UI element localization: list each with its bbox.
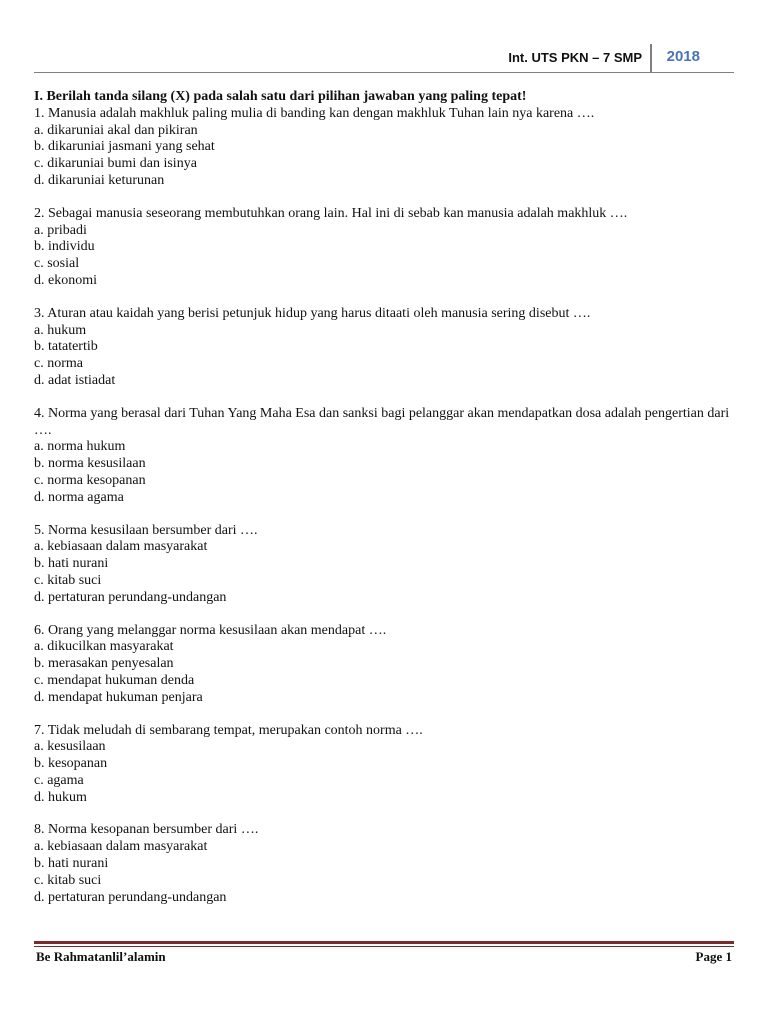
- option-c: c. norma: [34, 356, 83, 372]
- option-a: a. norma hukum: [34, 439, 126, 455]
- question-text: 2. Sebagai manusia seseorang membutuhkan orang lain. Hal ini di sebab kan manusia adalah makhluk ….: [34, 205, 628, 221]
- question-1: [34, 106, 734, 190]
- option-d: d. mendapat hukuman penjara: [34, 689, 203, 705]
- option-b: b. hati nurani: [34, 856, 109, 872]
- option-a: a. pribadi: [34, 222, 87, 238]
- header-rule: [34, 72, 734, 73]
- footer-rule-thin: [34, 946, 734, 947]
- option-a: a. dikaruniai akal dan pikiran: [34, 122, 198, 138]
- option-b: b. tatatertib: [34, 339, 98, 355]
- header-year: 2018: [666, 48, 700, 65]
- option-c: c. dikaruniai bumi dan isinya: [34, 156, 197, 172]
- option-b: b. kesopanan: [34, 756, 108, 772]
- option-c: c. kitab suci: [34, 572, 102, 588]
- option-c: c. mendapat hukuman denda: [34, 672, 195, 688]
- question-text: 6. Orang yang melanggar norma kesusilaan akan mendapat ….: [34, 622, 387, 638]
- footer-page-number: Page 1: [695, 949, 732, 964]
- question-text: 8. Norma kesopanan bersumber dari ….: [34, 822, 259, 838]
- exam-content: [34, 89, 734, 922]
- option-c: c. agama: [34, 772, 84, 788]
- option-a: a. kebiasaan dalam masyarakat: [34, 539, 208, 555]
- option-b: b. norma kesusilaan: [34, 456, 146, 472]
- question-7: [34, 723, 734, 807]
- question-3: [34, 306, 734, 390]
- option-d: d. dikaruniai keturunan: [34, 172, 165, 188]
- header-divider: [650, 44, 652, 72]
- option-d: d. hukum: [34, 789, 87, 805]
- question-text: 3. Aturan atau kaidah yang berisi petunjuk hidup yang harus ditaati oleh manusia sering disebut ….: [34, 305, 591, 321]
- question-text: 5. Norma kesusilaan bersumber dari ….: [34, 522, 258, 538]
- option-d: d. pertaturan perundang-undangan: [34, 589, 227, 605]
- question-8: [34, 822, 734, 906]
- option-c: c. kitab suci: [34, 872, 102, 888]
- footer-rule-thick: [34, 941, 734, 944]
- question-text: 4. Norma yang berasal dari Tuhan Yang Maha Esa dan sanksi bagi pelanggar akan mendapatkan dosa adalah pengertian dari ….: [34, 405, 730, 438]
- question-text: 7. Tidak meludah di sembarang tempat, merupakan contoh norma ….: [34, 722, 423, 738]
- question-6: [34, 623, 734, 707]
- option-d: d. adat istiadat: [34, 372, 116, 388]
- option-d: d. ekonomi: [34, 272, 97, 288]
- option-a: a. kesusilaan: [34, 739, 106, 755]
- option-a: a. dikucilkan masyarakat: [34, 639, 174, 655]
- option-a: a. hukum: [34, 322, 87, 338]
- option-a: a. kebiasaan dalam masyarakat: [34, 839, 208, 855]
- footer-author: Be Rahmatanlil’alamin: [36, 949, 166, 964]
- option-c: c. norma kesopanan: [34, 472, 146, 488]
- option-b: b. hati nurani: [34, 556, 109, 572]
- option-c: c. sosial: [34, 256, 80, 272]
- question-2: [34, 206, 734, 290]
- instruction-text: I. Berilah tanda silang (X) pada salah satu dari pilihan jawaban yang paling tepat!: [34, 89, 527, 104]
- option-b: b. dikaruniai jasmani yang sehat: [34, 139, 215, 155]
- option-d: d. pertaturan perundang-undangan: [34, 889, 227, 905]
- question-4: [34, 406, 734, 507]
- header-title: Int. UTS PKN – 7 SMP: [508, 50, 642, 65]
- page-header: [34, 46, 734, 72]
- option-d: d. norma agama: [34, 489, 124, 505]
- option-b: b. merasakan penyesalan: [34, 656, 174, 672]
- option-b: b. individu: [34, 239, 95, 255]
- question-text: 1. Manusia adalah makhluk paling mulia di banding kan dengan makhluk Tuhan lain nya karena ….: [34, 105, 595, 121]
- question-5: [34, 523, 734, 607]
